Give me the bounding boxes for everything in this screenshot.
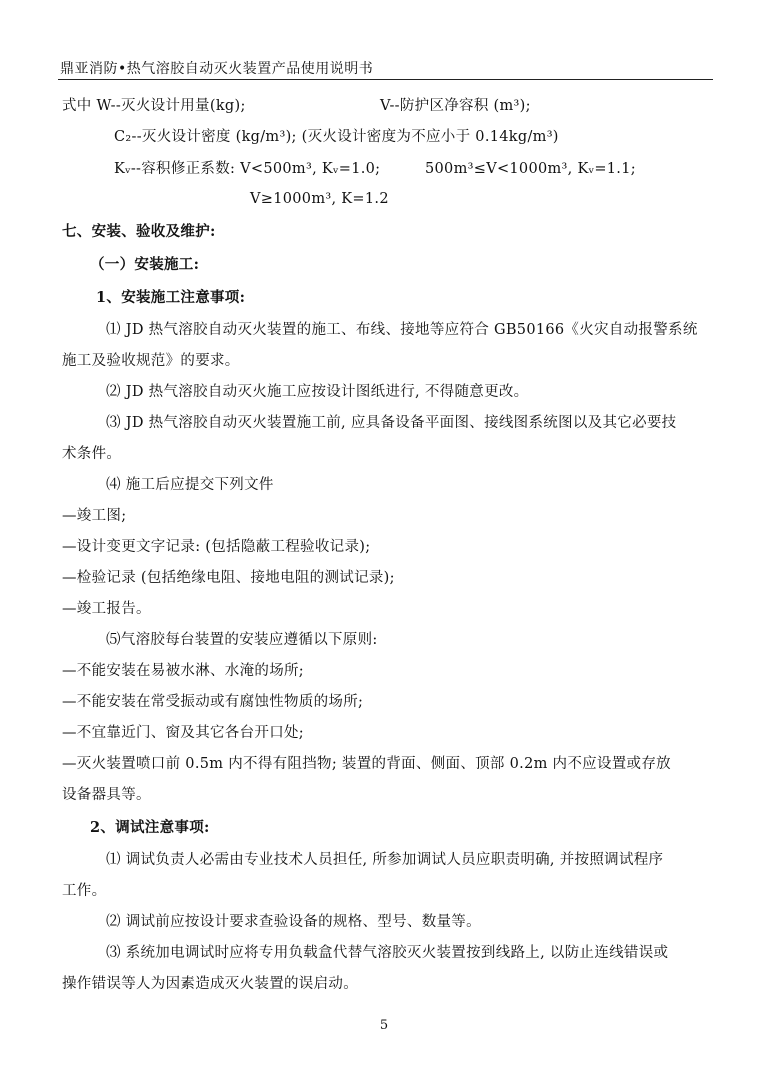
item2-title: 2、调试注意事项: <box>90 819 210 836</box>
list-item: —设计变更文字记录: (包括隐蔽工程验收记录); <box>62 539 371 555</box>
paragraph-line: ⑴ 调试负责人必需由专业技术人员担任, 所参加调试人员应职责明确, 并按照调试程序 <box>106 852 664 868</box>
formula-line-w: 式中 W--灭火设计用量(kg); <box>62 98 246 114</box>
formula-line-c2: C₂--灭火设计密度 (kg/m³); (灭火设计密度为不应小于 0.14kg/m³) <box>114 129 559 145</box>
formula-line-kv: Kᵥ--容积修正系数: V<500m³, Kᵥ=1.0; <box>114 161 381 177</box>
formula-line-kv-large: V≥1000m³, K=1.2 <box>250 191 389 207</box>
paragraph-line: ⑶ JD 热气溶胶自动灭火装置施工前, 应具备设备平面图、接线图系统图以及其它必要技 <box>106 415 677 431</box>
page-number: 5 <box>379 1018 389 1033</box>
item1-title: 1、安装施工注意事项: <box>96 289 246 306</box>
paragraph-line: 术条件。 <box>62 446 122 462</box>
list-item: —不能安装在易被水淋、水淹的场所; <box>62 663 304 679</box>
paragraph-line: ⑵ JD 热气溶胶自动灭火施工应按设计图纸进行, 不得随意更改。 <box>106 384 529 400</box>
paragraph-line: 工作。 <box>62 883 107 899</box>
formula-line-kv-mid: 500m³≤V<1000m³, Kᵥ=1.1; <box>425 161 636 177</box>
list-item: 设备器具等。 <box>62 787 151 803</box>
paragraph-line: ⑵ 调试前应按设计要求查验设备的规格、型号、数量等。 <box>106 914 481 930</box>
formula-line-v: V--防护区净容积 (m³); <box>380 98 531 114</box>
paragraph-line: 施工及验收规范》的要求。 <box>62 353 240 369</box>
paragraph-line: ⑶ 系统加电调试时应将专用负载盒代替气溶胶灭火装置按到线路上, 以防止连线错误或 <box>106 945 669 961</box>
list-item: —竣工图; <box>62 508 127 524</box>
list-item: —不宜靠近门、窗及其它各台开口处; <box>62 725 304 741</box>
list-item: —竣工报告。 <box>62 601 151 617</box>
subsection-heading: （一）安装施工: <box>90 256 200 273</box>
document-title: 鼎亚消防•热气溶胶自动灭火装置产品使用说明书 <box>60 61 374 77</box>
paragraph-line: ⑴ JD 热气溶胶自动灭火装置的施工、布线、接地等应符合 GB50166《火灾自动报警系统 <box>106 322 698 338</box>
list-item: —检验记录 (包括绝缘电阻、接地电阻的测试记录); <box>62 570 395 586</box>
section-heading: 七、安装、验收及维护: <box>62 223 216 240</box>
paragraph-line: 操作错误等人为因素造成灭火装置的误启动。 <box>62 976 358 992</box>
paragraph-line: ⑸气溶胶每台装置的安装应遵循以下原则: <box>106 632 378 648</box>
list-item: —不能安装在常受振动或有腐蚀性物质的场所; <box>62 694 364 710</box>
paragraph-line: ⑷ 施工后应提交下列文件 <box>106 477 274 493</box>
list-item: —灭火装置喷口前 0.5m 内不得有阻挡物; 装置的背面、侧面、顶部 0.2m 内不应设置或存放 <box>62 756 671 772</box>
header-divider <box>58 79 713 80</box>
